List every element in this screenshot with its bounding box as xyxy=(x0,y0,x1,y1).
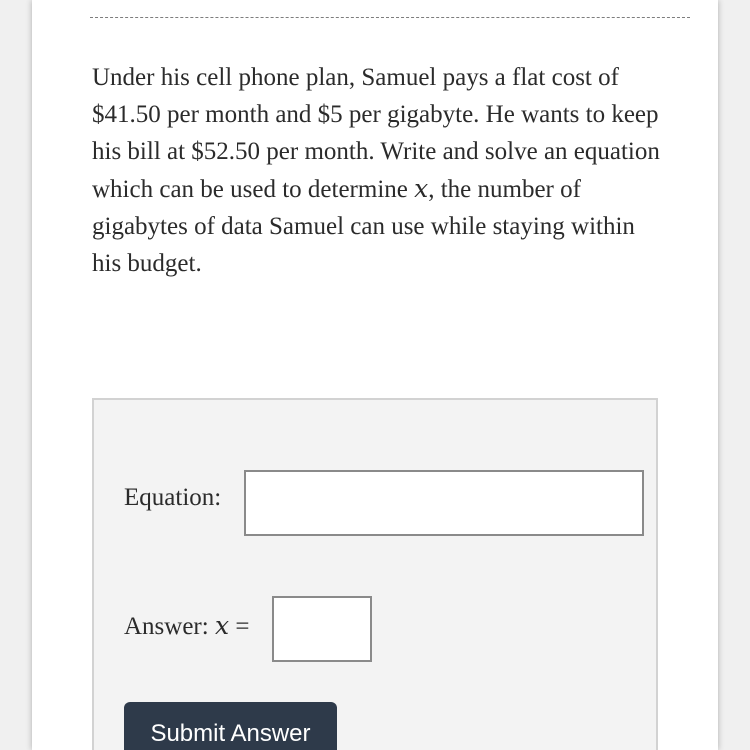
answer-variable: x xyxy=(214,611,230,640)
question-text-part-1: Under his cell phone plan, Samuel pays a flat cost of $41.50 per month and $5 per gigabyte. He wants to keep his bill at $52.50 per month. Write and solve an equation which can be used to determine xyxy=(92,64,660,203)
answer-input[interactable] xyxy=(272,596,372,662)
answer-equals: = xyxy=(229,613,250,640)
question-card xyxy=(32,0,718,750)
question-text-part-2: , the number of gigabytes of data Samuel can use while staying within his budget. xyxy=(92,176,635,277)
question-variable: x xyxy=(414,174,429,203)
submit-answer-button[interactable]: Submit Answer xyxy=(124,702,337,750)
question-text xyxy=(92,59,667,282)
equation-input[interactable] xyxy=(244,470,644,536)
answer-panel xyxy=(92,398,658,750)
answer-label xyxy=(124,611,249,641)
equation-label: Equation: xyxy=(124,484,222,511)
answer-label-prefix: Answer: xyxy=(124,613,215,640)
dashed-divider xyxy=(90,17,690,18)
